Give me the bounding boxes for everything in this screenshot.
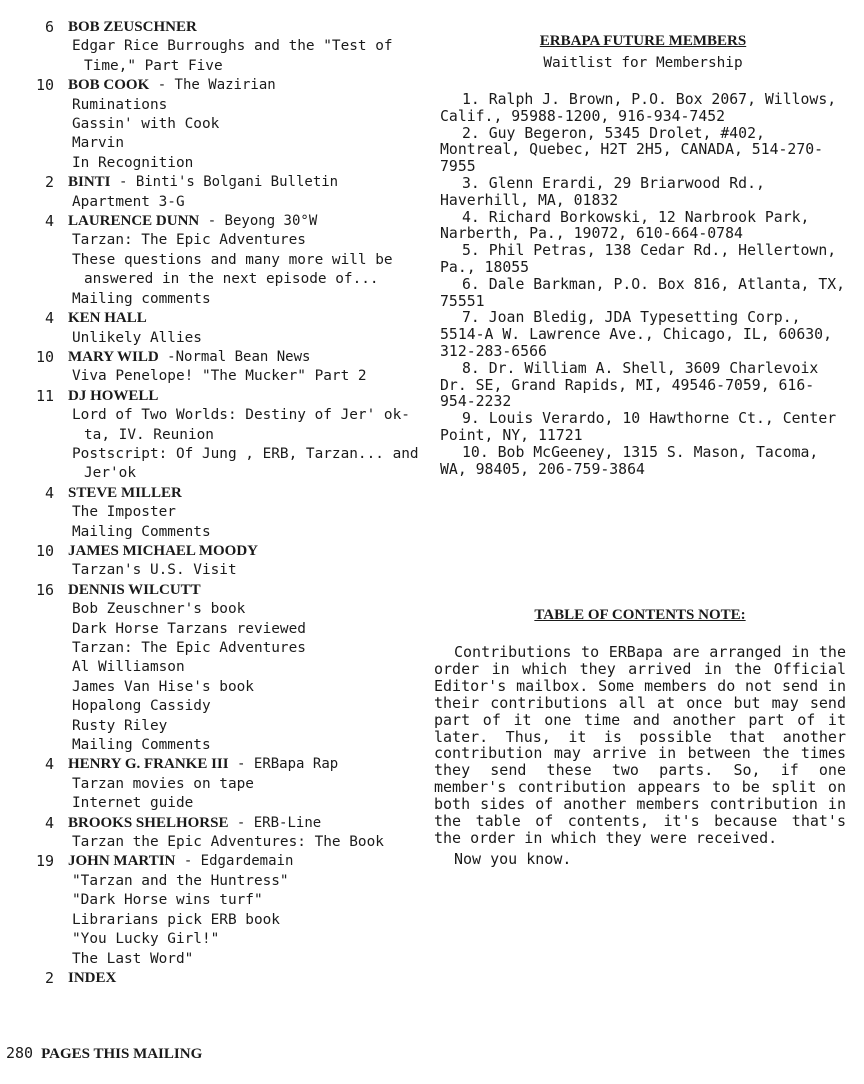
entry-titles [72,231,430,309]
entry-titles [72,96,430,174]
entry-titles [72,561,430,580]
contents-entry [0,484,430,542]
total-pages-count: 280 [6,1044,34,1062]
contents-entry [0,852,430,968]
entry-titles [72,503,430,542]
entry-article-title: "Tarzan and the Huntress" [72,872,289,889]
toc-note-closing: Now you know. [454,849,572,868]
entry-titles [72,367,430,386]
entry-zine-title: - Binti's Bolgani Bulletin [110,174,339,191]
entry-member-name-text: BOB COOK [68,77,150,94]
waitlist-entry: 10. Bob McGeeney, 1315 S. Mason, Tacoma, WA, 98405, 206-759-3864 [440,443,819,478]
entry-article-title: Lord of Two Worlds: Destiny of Jer' ok-ta, IV. Reunion [72,407,410,443]
entry-zine-title: - Beyong 30°W [199,213,318,230]
contents-entry [0,76,430,173]
waitlist-entry: 2. Guy Begeron, 5345 Drolet, #402, Montreal, Quebec, H2T 2H5, CANADA, 514-270-7955 [440,124,824,176]
contents-entry [0,542,430,581]
contents-entry [0,173,430,212]
entry-member-name [68,484,430,503]
entry-page-count: 4 [44,212,54,231]
entry-member-name [68,542,430,561]
entry-member-name [68,814,430,833]
waitlist-heading: ERBAPA FUTURE MEMBERS [539,33,747,49]
contents-entry [0,387,430,484]
entry-article-title: Mailing Comments [72,737,211,754]
entry-article-title: Marvin [72,135,124,152]
entry-article-title: Mailing Comments [72,523,211,540]
entry-page-count: 16 [35,580,54,599]
entry-page-count: 10 [35,541,54,560]
entry-article-title: Edgar Rice Burroughs and the "Test of Time," Part Five [72,38,402,74]
entry-article-title: Tarzan movies on tape [72,775,254,792]
entry-page-count: 19 [35,852,54,871]
waitlist-entry: 5. Phil Petras, 138 Cedar Rd., Hellertown, Pa., 18055 [440,242,837,276]
entry-article-title: Postscript: Of Jung , ERB, Tarzan... and Jer'ok [72,445,428,482]
contents-entry [0,969,430,988]
entry-member-name-text: JOHN MARTIN [68,853,176,870]
total-pages-label: PAGES THIS MAILING [41,1046,203,1062]
entry-page-count: 10 [35,347,54,366]
entry-page-count: 4 [44,813,54,832]
entry-article-title: In Recognition [72,154,194,171]
entry-member-name [68,173,430,192]
entry-member-name-text: KEN HALL [68,310,147,327]
entry-article-title: Tarzan: The Epic Adventures [72,640,306,656]
entry-member-name [68,969,430,988]
entry-titles [72,406,430,484]
entry-member-name-text: MARY WILD [68,348,159,365]
entry-member-name [68,755,430,774]
entry-member-name [68,18,430,37]
entry-member-name-text: BROOKS SHELHORSE [68,814,229,831]
entry-article-title: Apartment 3-G [72,193,185,210]
entry-article-title: Gassin' with Cook [72,116,220,133]
waitlist-entry: 6. Dale Barkman, P.O. Box 816, Atlanta, TX, 75551 [440,275,846,310]
entry-article-title: Tarzan the Epic Adventures: The Book [72,834,384,851]
contents-entry [0,814,430,853]
entry-page-count: 4 [44,755,54,774]
contents-list [0,18,430,988]
total-pages [6,1044,202,1063]
waitlist-section [440,30,846,478]
toc-note-heading: TABLE OF CONTENTS NOTE: [534,607,746,623]
entry-page-count: 11 [35,386,54,405]
entry-member-name-text: DJ HOWELL [68,387,159,404]
waitlist-subheading: Waitlist for Membership [543,55,743,71]
entry-member-name-text: INDEX [68,969,117,986]
waitlist-entry: 1. Ralph J. Brown, P.O. Box 2067, Willows, Calif., 95988-1200, 916-934-7452 [440,91,837,125]
entry-article-title: These questions and many more will be answered in the next episode of... [72,251,402,288]
entry-titles [72,329,430,348]
entry-article-title: Unlikely Allies [72,329,202,346]
entry-article-title: Bob Zeuschner's book [72,601,246,618]
entry-member-name-text: JAMES MICHAEL MOODY [68,542,259,559]
waitlist-entry: 9. Louis Verardo, 10 Hawthorne Ct., Center Point, NY, 11721 [440,410,837,444]
entry-article-title: Dark Horse Tarzans reviewed [72,620,306,637]
entry-article-title: The Imposter [72,504,176,521]
entry-titles [72,193,430,212]
contents-entry [0,755,430,813]
waitlist-entry: 4. Richard Borkowski, 12 Narbrook Park, Narberth, Pa., 19072, 610-664-0784 [440,208,810,243]
entry-page-count: 4 [44,309,54,328]
contents-entry [0,212,430,309]
entry-article-title: James Van Hise's book [72,678,254,695]
entry-member-name [68,387,430,406]
entry-article-title: The Last Word" [72,950,194,967]
waitlist-list [440,92,846,478]
toc-note-body: Contributions to ERBapa are arranged in the order in which they arrived in the Official Editor's mailbox. Some members do not send in their contributions all at once but may send part of it one time and another part of it later. Thus, it is possible that another contribution may arrive in between the times they send these two parts. So, if one member's contribution appears to be split on both sides of another members contribution in the table of contents, it's because that's the order in which they were received. [434,643,846,847]
entry-article-title: Hopalong Cassidy [72,698,211,715]
contents-entry [0,309,430,348]
contents-entry [0,18,430,76]
contents-entry [0,581,430,756]
entry-article-title: Ruminations [72,96,168,113]
entry-member-name [68,212,430,231]
entry-page-count: 6 [44,18,54,36]
entry-article-title: Tarzan's U.S. Visit [72,562,237,579]
entry-zine-title: -Normal Bean News [158,348,311,365]
entry-member-name [68,348,430,367]
entry-page-count: 10 [35,76,54,95]
entry-article-title: Rusty Riley [72,717,168,734]
entry-titles [72,872,430,969]
entry-member-name-text: STEVE MILLER [68,484,182,501]
entry-member-name-text: DENNIS WILCUTT [68,581,201,598]
entry-article-title: Al Williamson [72,659,185,676]
contents-entry [0,348,430,387]
entry-article-title: Internet guide [72,795,194,812]
entry-titles [72,600,430,755]
entry-titles [72,37,430,76]
entry-zine-title: - The Wazirian [149,77,276,94]
entry-article-title: Mailing comments [72,290,211,307]
entry-member-name [68,852,430,871]
entry-member-name [68,309,430,328]
entry-member-name-text: BOB ZEUSCHNER [68,19,197,35]
entry-zine-title: - ERB-Line [228,814,322,831]
entry-page-count: 4 [44,483,54,502]
entry-member-name [68,76,430,95]
waitlist-entry: 8. Dr. William A. Shell, 3609 Charlevoix Dr. SE, Grand Rapids, MI, 49546-7059, 616-954-2232 [440,359,819,411]
entry-article-title: Viva Penelope! "The Mucker" Part 2 [72,368,367,385]
entry-member-name-text: HENRY G. FRANKE III [68,756,229,773]
waitlist-entry: 7. Joan Bledig, JDA Typesetting Corp., 5514-A W. Lawrence Ave., Chicago, IL, 60630, 312-283-6566 [440,309,832,360]
entry-titles [72,775,430,814]
entry-titles [72,833,430,852]
entry-article-title: Tarzan: The Epic Adventures [72,232,306,249]
entry-article-title: "Dark Horse wins turf" [72,892,263,909]
entry-page-count: 2 [44,173,54,192]
entry-article-title: "You Lucky Girl!" [72,931,220,948]
entry-member-name-text: BINTI [68,174,111,191]
toc-note-section [434,604,846,869]
entry-member-name-text: LAURENCE DUNN [68,213,200,230]
waitlist-entry: 3. Glenn Erardi, 29 Briarwood Rd., Haverhill, MA, 01832 [440,174,765,209]
entry-member-name [68,581,430,600]
entry-article-title: Librarians pick ERB book [72,911,280,928]
entry-page-count: 2 [44,968,54,987]
entry-zine-title: - ERBapa Rap [228,756,339,773]
entry-zine-title: - Edgardemain [175,853,294,870]
